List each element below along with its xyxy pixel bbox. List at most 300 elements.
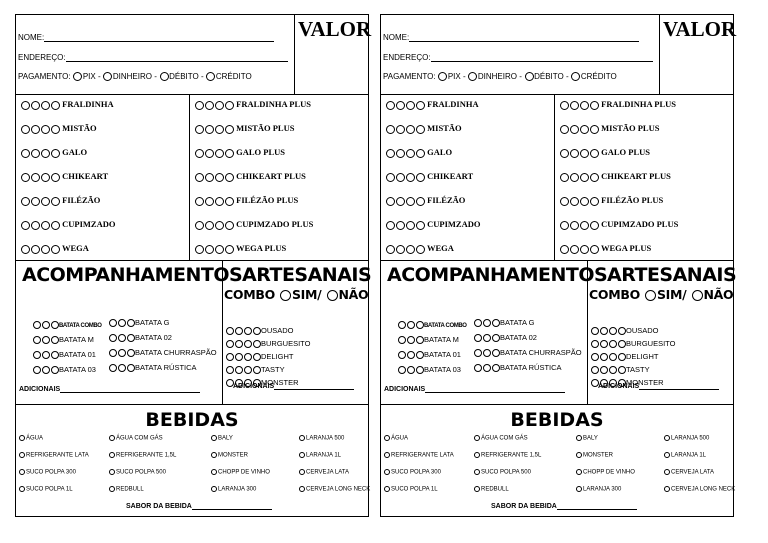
drink-radio[interactable] bbox=[664, 486, 670, 492]
qty-radio[interactable] bbox=[205, 221, 214, 230]
qty-radio[interactable] bbox=[215, 125, 224, 134]
qty-radio[interactable] bbox=[396, 173, 405, 182]
qty-radio[interactable] bbox=[51, 366, 59, 374]
burger-plus-item-label: MISTÃO PLUS bbox=[601, 123, 660, 133]
qty-radio[interactable] bbox=[618, 353, 626, 361]
qty-radio[interactable] bbox=[195, 245, 204, 254]
qty-radio[interactable] bbox=[570, 149, 579, 158]
qty-radio[interactable] bbox=[253, 340, 261, 348]
qty-radio[interactable] bbox=[474, 334, 482, 342]
qty-radio[interactable] bbox=[406, 149, 415, 158]
qty-radio[interactable] bbox=[416, 173, 425, 182]
qty-radio[interactable] bbox=[398, 366, 406, 374]
valor-label: VALOR bbox=[298, 17, 372, 41]
qty-radio[interactable] bbox=[398, 351, 406, 359]
qty-radio[interactable] bbox=[42, 351, 50, 359]
qty-radio[interactable] bbox=[580, 197, 589, 206]
qty-radio[interactable] bbox=[580, 245, 589, 254]
qty-radio[interactable] bbox=[41, 173, 50, 182]
side-item bbox=[473, 318, 534, 327]
qty-radio[interactable] bbox=[205, 245, 214, 254]
qty-radio[interactable] bbox=[416, 149, 425, 158]
drink-item-label: SUCO POLPA 500 bbox=[481, 469, 531, 476]
qty-radio[interactable] bbox=[226, 327, 234, 335]
burger-plus-item bbox=[194, 171, 306, 182]
burger-plus-item bbox=[194, 123, 294, 134]
qty-radio[interactable] bbox=[195, 149, 204, 158]
combo-label: COMBO bbox=[589, 287, 640, 302]
acompanhamentos-adicionais[interactable] bbox=[384, 386, 565, 393]
drink-item bbox=[109, 435, 163, 442]
qty-radio[interactable] bbox=[591, 353, 599, 361]
dinheiro-radio[interactable] bbox=[103, 72, 112, 81]
qty-radio[interactable] bbox=[41, 101, 50, 110]
qty-radio[interactable] bbox=[416, 101, 425, 110]
qty-radio[interactable] bbox=[42, 321, 50, 329]
qty-radio[interactable] bbox=[235, 327, 243, 335]
qty-radio[interactable] bbox=[591, 340, 599, 348]
qty-radio[interactable] bbox=[609, 327, 617, 335]
qty-radio[interactable] bbox=[21, 173, 30, 182]
qty-radio[interactable] bbox=[225, 149, 234, 158]
qty-radio[interactable] bbox=[406, 125, 415, 134]
qty-radio[interactable] bbox=[416, 321, 424, 329]
drink-item-label: MONSTER bbox=[218, 452, 248, 459]
qty-radio[interactable] bbox=[244, 327, 252, 335]
burger-plus-item-label: MISTÃO PLUS bbox=[236, 123, 295, 133]
qty-radio[interactable] bbox=[195, 221, 204, 230]
qty-radio[interactable] bbox=[580, 221, 589, 230]
qty-radio[interactable] bbox=[31, 197, 40, 206]
qty-radio[interactable] bbox=[253, 353, 261, 361]
qty-radio[interactable] bbox=[205, 197, 214, 206]
qty-radio[interactable] bbox=[618, 340, 626, 348]
qty-radio[interactable] bbox=[396, 245, 405, 254]
combo-choice bbox=[589, 287, 733, 302]
qty-radio[interactable] bbox=[225, 125, 234, 134]
qty-radio[interactable] bbox=[51, 351, 59, 359]
qty-radio[interactable] bbox=[386, 149, 395, 158]
qty-radio[interactable] bbox=[51, 173, 60, 182]
qty-radio[interactable] bbox=[215, 197, 224, 206]
qty-radio[interactable] bbox=[492, 319, 500, 327]
combo-sim-radio[interactable] bbox=[280, 290, 291, 301]
qty-radio[interactable] bbox=[33, 336, 41, 344]
qty-radio[interactable] bbox=[226, 340, 234, 348]
qty-radio[interactable] bbox=[396, 101, 405, 110]
qty-radio[interactable] bbox=[483, 349, 491, 357]
side-item bbox=[108, 333, 172, 342]
qty-radio[interactable] bbox=[416, 125, 425, 134]
qty-radio[interactable] bbox=[398, 321, 406, 329]
qty-radio[interactable] bbox=[396, 149, 405, 158]
drink-flavor-field[interactable] bbox=[491, 503, 637, 510]
drink-item bbox=[384, 452, 454, 459]
qty-radio[interactable] bbox=[560, 245, 569, 254]
drink-radio[interactable] bbox=[19, 435, 25, 441]
artesanais-adicionais[interactable] bbox=[233, 383, 354, 390]
qty-radio[interactable] bbox=[570, 245, 579, 254]
qty-radio[interactable] bbox=[118, 349, 126, 357]
side-item bbox=[397, 350, 461, 359]
qty-radio[interactable] bbox=[225, 221, 234, 230]
qty-radio[interactable] bbox=[580, 101, 589, 110]
qty-radio[interactable] bbox=[41, 197, 50, 206]
qty-radio[interactable] bbox=[21, 125, 30, 134]
qty-radio[interactable] bbox=[215, 173, 224, 182]
drink-item bbox=[474, 469, 531, 476]
qty-radio[interactable] bbox=[31, 149, 40, 158]
qty-radio[interactable] bbox=[253, 327, 261, 335]
drink-radio[interactable] bbox=[109, 435, 115, 441]
qty-radio[interactable] bbox=[580, 125, 589, 134]
burger-plus-item bbox=[194, 243, 286, 254]
qty-radio[interactable] bbox=[244, 366, 252, 374]
drink-radio[interactable] bbox=[576, 469, 582, 475]
drink-radio[interactable] bbox=[109, 469, 115, 475]
address-field[interactable] bbox=[383, 53, 653, 62]
qty-radio[interactable] bbox=[560, 149, 569, 158]
qty-radio[interactable] bbox=[127, 349, 135, 357]
qty-radio[interactable] bbox=[225, 173, 234, 182]
address-field[interactable] bbox=[18, 53, 288, 62]
customer-info-section bbox=[16, 15, 372, 95]
qty-radio[interactable] bbox=[483, 334, 491, 342]
drink-radio[interactable] bbox=[384, 435, 390, 441]
drink-radio[interactable] bbox=[474, 486, 480, 492]
acompanhamentos-title: ACOMPANHAMENTOS bbox=[387, 264, 608, 286]
qty-radio[interactable] bbox=[127, 364, 135, 372]
drink-item bbox=[299, 469, 349, 476]
qty-radio[interactable] bbox=[235, 353, 243, 361]
drink-radio[interactable] bbox=[109, 486, 115, 492]
qty-radio[interactable] bbox=[235, 340, 243, 348]
combo-nao-radio[interactable] bbox=[692, 290, 703, 301]
qty-radio[interactable] bbox=[590, 197, 599, 206]
qty-radio[interactable] bbox=[474, 319, 482, 327]
qty-radio[interactable] bbox=[51, 125, 60, 134]
qty-radio[interactable] bbox=[483, 319, 491, 327]
qty-radio[interactable] bbox=[406, 197, 415, 206]
drink-radio[interactable] bbox=[19, 469, 25, 475]
qty-radio[interactable] bbox=[406, 245, 415, 254]
qty-radio[interactable] bbox=[560, 173, 569, 182]
drink-radio[interactable] bbox=[474, 469, 480, 475]
qty-radio[interactable] bbox=[560, 221, 569, 230]
qty-radio[interactable] bbox=[21, 149, 30, 158]
drink-radio[interactable] bbox=[211, 469, 217, 475]
drink-item-label: REFRIGERANTE 1,5L bbox=[481, 452, 542, 459]
qty-radio[interactable] bbox=[609, 366, 617, 374]
qty-radio[interactable] bbox=[406, 173, 415, 182]
pix-radio[interactable] bbox=[73, 72, 82, 81]
qty-radio[interactable] bbox=[591, 327, 599, 335]
qty-radio[interactable] bbox=[590, 173, 599, 182]
qty-radio[interactable] bbox=[226, 353, 234, 361]
artisan-item-label: OUSADO bbox=[261, 326, 294, 335]
qty-radio[interactable] bbox=[570, 173, 579, 182]
drink-radio[interactable] bbox=[664, 452, 670, 458]
burger-item bbox=[385, 243, 454, 254]
qty-radio[interactable] bbox=[41, 221, 50, 230]
qty-radio[interactable] bbox=[590, 245, 599, 254]
qty-radio[interactable] bbox=[215, 101, 224, 110]
burger-item bbox=[20, 243, 89, 254]
qty-radio[interactable] bbox=[492, 349, 500, 357]
valor-box[interactable] bbox=[659, 15, 737, 95]
qty-radio[interactable] bbox=[407, 336, 415, 344]
qty-radio[interactable] bbox=[386, 101, 395, 110]
drink-radio[interactable] bbox=[299, 469, 305, 475]
qty-radio[interactable] bbox=[386, 125, 395, 134]
qty-radio[interactable] bbox=[407, 351, 415, 359]
burger-item bbox=[20, 99, 114, 110]
qty-radio[interactable] bbox=[253, 366, 261, 374]
drink-radio[interactable] bbox=[109, 452, 115, 458]
burger-plus-item-label: CUPIMZADO PLUS bbox=[236, 219, 314, 229]
drink-item bbox=[664, 435, 709, 442]
qty-radio[interactable] bbox=[118, 364, 126, 372]
credito-radio[interactable] bbox=[206, 72, 215, 81]
qty-radio[interactable] bbox=[51, 221, 60, 230]
qty-radio[interactable] bbox=[474, 364, 482, 372]
qty-radio[interactable] bbox=[570, 125, 579, 134]
drink-radio[interactable] bbox=[384, 452, 390, 458]
bebidas-title: BEBIDAS bbox=[145, 409, 239, 431]
drink-radio[interactable] bbox=[576, 486, 582, 492]
qty-radio[interactable] bbox=[195, 197, 204, 206]
qty-radio[interactable] bbox=[51, 149, 60, 158]
burger-plus-item-label: WEGA PLUS bbox=[235, 243, 287, 253]
qty-radio[interactable] bbox=[51, 336, 59, 344]
burger-item bbox=[20, 219, 115, 230]
side-item bbox=[32, 335, 94, 344]
qty-radio[interactable] bbox=[118, 319, 126, 327]
qty-radio[interactable] bbox=[127, 319, 135, 327]
combo-sim-radio[interactable] bbox=[645, 290, 656, 301]
qty-radio[interactable] bbox=[226, 366, 234, 374]
qty-radio[interactable] bbox=[31, 125, 40, 134]
qty-radio[interactable] bbox=[609, 340, 617, 348]
customer-info-section bbox=[381, 15, 737, 95]
qty-radio[interactable] bbox=[215, 245, 224, 254]
qty-radio[interactable] bbox=[416, 351, 424, 359]
qty-radio[interactable] bbox=[416, 366, 424, 374]
burger-item-label: CHIKEART bbox=[427, 171, 474, 181]
qty-radio[interactable] bbox=[31, 101, 40, 110]
qty-radio[interactable] bbox=[31, 245, 40, 254]
burger-item-label: FILÉZÃO bbox=[427, 195, 466, 205]
drink-radio[interactable] bbox=[299, 435, 305, 441]
qty-radio[interactable] bbox=[195, 173, 204, 182]
qty-radio[interactable] bbox=[42, 336, 50, 344]
qty-radio[interactable] bbox=[492, 364, 500, 372]
qty-radio[interactable] bbox=[31, 173, 40, 182]
qty-radio[interactable] bbox=[591, 366, 599, 374]
qty-radio[interactable] bbox=[42, 366, 50, 374]
qty-radio[interactable] bbox=[407, 366, 415, 374]
acompanhamentos-adicionais[interactable] bbox=[19, 386, 200, 393]
qty-radio[interactable] bbox=[215, 149, 224, 158]
qty-radio[interactable] bbox=[590, 125, 599, 134]
qty-radio[interactable] bbox=[21, 197, 30, 206]
combo-nao-radio[interactable] bbox=[327, 290, 338, 301]
qty-radio[interactable] bbox=[33, 321, 41, 329]
drink-radio[interactable] bbox=[474, 452, 480, 458]
qty-radio[interactable] bbox=[33, 351, 41, 359]
drink-radio[interactable] bbox=[299, 452, 305, 458]
name-field[interactable] bbox=[383, 33, 639, 42]
qty-radio[interactable] bbox=[51, 197, 60, 206]
artisan-item-label: DELIGHT bbox=[626, 352, 659, 361]
qty-radio[interactable] bbox=[109, 349, 117, 357]
qty-radio[interactable] bbox=[609, 353, 617, 361]
name-field[interactable] bbox=[18, 33, 274, 42]
drink-radio[interactable] bbox=[211, 452, 217, 458]
qty-radio[interactable] bbox=[560, 101, 569, 110]
drink-radio[interactable] bbox=[384, 486, 390, 492]
drink-radio[interactable] bbox=[664, 435, 670, 441]
drink-flavor-field[interactable] bbox=[126, 503, 272, 510]
drink-item bbox=[299, 435, 344, 442]
drink-radio[interactable] bbox=[299, 486, 305, 492]
side-item bbox=[473, 363, 562, 372]
qty-radio[interactable] bbox=[396, 125, 405, 134]
debito-radio[interactable] bbox=[525, 72, 534, 81]
qty-radio[interactable] bbox=[215, 221, 224, 230]
qty-radio[interactable] bbox=[580, 173, 589, 182]
burger-item-label: WEGA bbox=[426, 243, 454, 253]
qty-radio[interactable] bbox=[109, 334, 117, 342]
qty-radio[interactable] bbox=[396, 221, 405, 230]
qty-radio[interactable] bbox=[474, 349, 482, 357]
drink-item-label: LARANJA 300 bbox=[218, 486, 257, 493]
qty-radio[interactable] bbox=[386, 245, 395, 254]
qty-radio[interactable] bbox=[570, 221, 579, 230]
drink-item bbox=[109, 469, 166, 476]
burger-plus-item-label: FILÉZÃO PLUS bbox=[601, 195, 664, 205]
qty-radio[interactable] bbox=[33, 366, 41, 374]
qty-radio[interactable] bbox=[51, 245, 60, 254]
qty-radio[interactable] bbox=[590, 101, 599, 110]
debito-radio[interactable] bbox=[160, 72, 169, 81]
qty-radio[interactable] bbox=[386, 221, 395, 230]
qty-radio[interactable] bbox=[127, 334, 135, 342]
qty-radio[interactable] bbox=[560, 125, 569, 134]
pix-radio[interactable] bbox=[438, 72, 447, 81]
qty-radio[interactable] bbox=[41, 149, 50, 158]
drink-item bbox=[384, 469, 441, 476]
drink-radio[interactable] bbox=[576, 452, 582, 458]
drink-radio[interactable] bbox=[19, 486, 25, 492]
qty-radio[interactable] bbox=[51, 321, 59, 329]
qty-radio[interactable] bbox=[21, 245, 30, 254]
qty-radio[interactable] bbox=[41, 125, 50, 134]
side-item bbox=[397, 320, 467, 329]
side-item bbox=[32, 320, 102, 329]
drink-radio[interactable] bbox=[474, 435, 480, 441]
qty-radio[interactable] bbox=[51, 101, 60, 110]
drink-radio[interactable] bbox=[664, 469, 670, 475]
qty-radio[interactable] bbox=[244, 340, 252, 348]
drink-item bbox=[19, 486, 73, 493]
qty-radio[interactable] bbox=[618, 327, 626, 335]
qty-radio[interactable] bbox=[225, 101, 234, 110]
burger-plus-item-label: FRALDINHA PLUS bbox=[601, 99, 676, 109]
burger-plus-item bbox=[559, 99, 676, 110]
qty-radio[interactable] bbox=[109, 364, 117, 372]
qty-radio[interactable] bbox=[118, 334, 126, 342]
dinheiro-radio[interactable] bbox=[468, 72, 477, 81]
artisan-item-label: MONSTER bbox=[261, 378, 299, 387]
qty-radio[interactable] bbox=[205, 101, 214, 110]
qty-radio[interactable] bbox=[21, 101, 30, 110]
qty-radio[interactable] bbox=[560, 197, 569, 206]
drink-radio[interactable] bbox=[211, 486, 217, 492]
qty-radio[interactable] bbox=[483, 364, 491, 372]
qty-radio[interactable] bbox=[41, 245, 50, 254]
qty-radio[interactable] bbox=[31, 221, 40, 230]
qty-radio[interactable] bbox=[205, 173, 214, 182]
qty-radio[interactable] bbox=[195, 125, 204, 134]
qty-radio[interactable] bbox=[600, 353, 608, 361]
qty-radio[interactable] bbox=[21, 221, 30, 230]
qty-radio[interactable] bbox=[205, 149, 214, 158]
drink-radio[interactable] bbox=[19, 452, 25, 458]
drink-radio[interactable] bbox=[211, 435, 217, 441]
burger-plus-item bbox=[559, 195, 663, 206]
qty-radio[interactable] bbox=[398, 336, 406, 344]
qty-radio[interactable] bbox=[416, 336, 424, 344]
qty-radio[interactable] bbox=[600, 366, 608, 374]
qty-radio[interactable] bbox=[570, 101, 579, 110]
qty-radio[interactable] bbox=[396, 197, 405, 206]
qty-radio[interactable] bbox=[225, 245, 234, 254]
qty-radio[interactable] bbox=[618, 366, 626, 374]
valor-box[interactable] bbox=[294, 15, 372, 95]
qty-radio[interactable] bbox=[407, 321, 415, 329]
artisan-item bbox=[225, 365, 285, 374]
qty-radio[interactable] bbox=[600, 340, 608, 348]
qty-radio[interactable] bbox=[386, 173, 395, 182]
qty-radio[interactable] bbox=[600, 327, 608, 335]
qty-radio[interactable] bbox=[416, 221, 425, 230]
qty-radio[interactable] bbox=[570, 197, 579, 206]
qty-radio[interactable] bbox=[195, 101, 204, 110]
drink-radio[interactable] bbox=[576, 435, 582, 441]
qty-radio[interactable] bbox=[109, 319, 117, 327]
qty-radio[interactable] bbox=[406, 101, 415, 110]
qty-radio[interactable] bbox=[416, 245, 425, 254]
drink-item-label: ÁGUA bbox=[391, 435, 409, 442]
qty-radio[interactable] bbox=[590, 149, 599, 158]
burger-item bbox=[20, 147, 87, 158]
credito-radio[interactable] bbox=[571, 72, 580, 81]
qty-radio[interactable] bbox=[235, 366, 243, 374]
qty-radio[interactable] bbox=[580, 149, 589, 158]
artesanais-adicionais[interactable] bbox=[598, 383, 719, 390]
side-item-label: BATATA CHURRASPÃO bbox=[500, 348, 582, 357]
qty-radio[interactable] bbox=[406, 221, 415, 230]
qty-radio[interactable] bbox=[386, 197, 395, 206]
qty-radio[interactable] bbox=[492, 334, 500, 342]
qty-radio[interactable] bbox=[205, 125, 214, 134]
qty-radio[interactable] bbox=[244, 353, 252, 361]
drink-radio[interactable] bbox=[384, 469, 390, 475]
qty-radio[interactable] bbox=[590, 221, 599, 230]
qty-radio[interactable] bbox=[225, 197, 234, 206]
qty-radio[interactable] bbox=[416, 197, 425, 206]
